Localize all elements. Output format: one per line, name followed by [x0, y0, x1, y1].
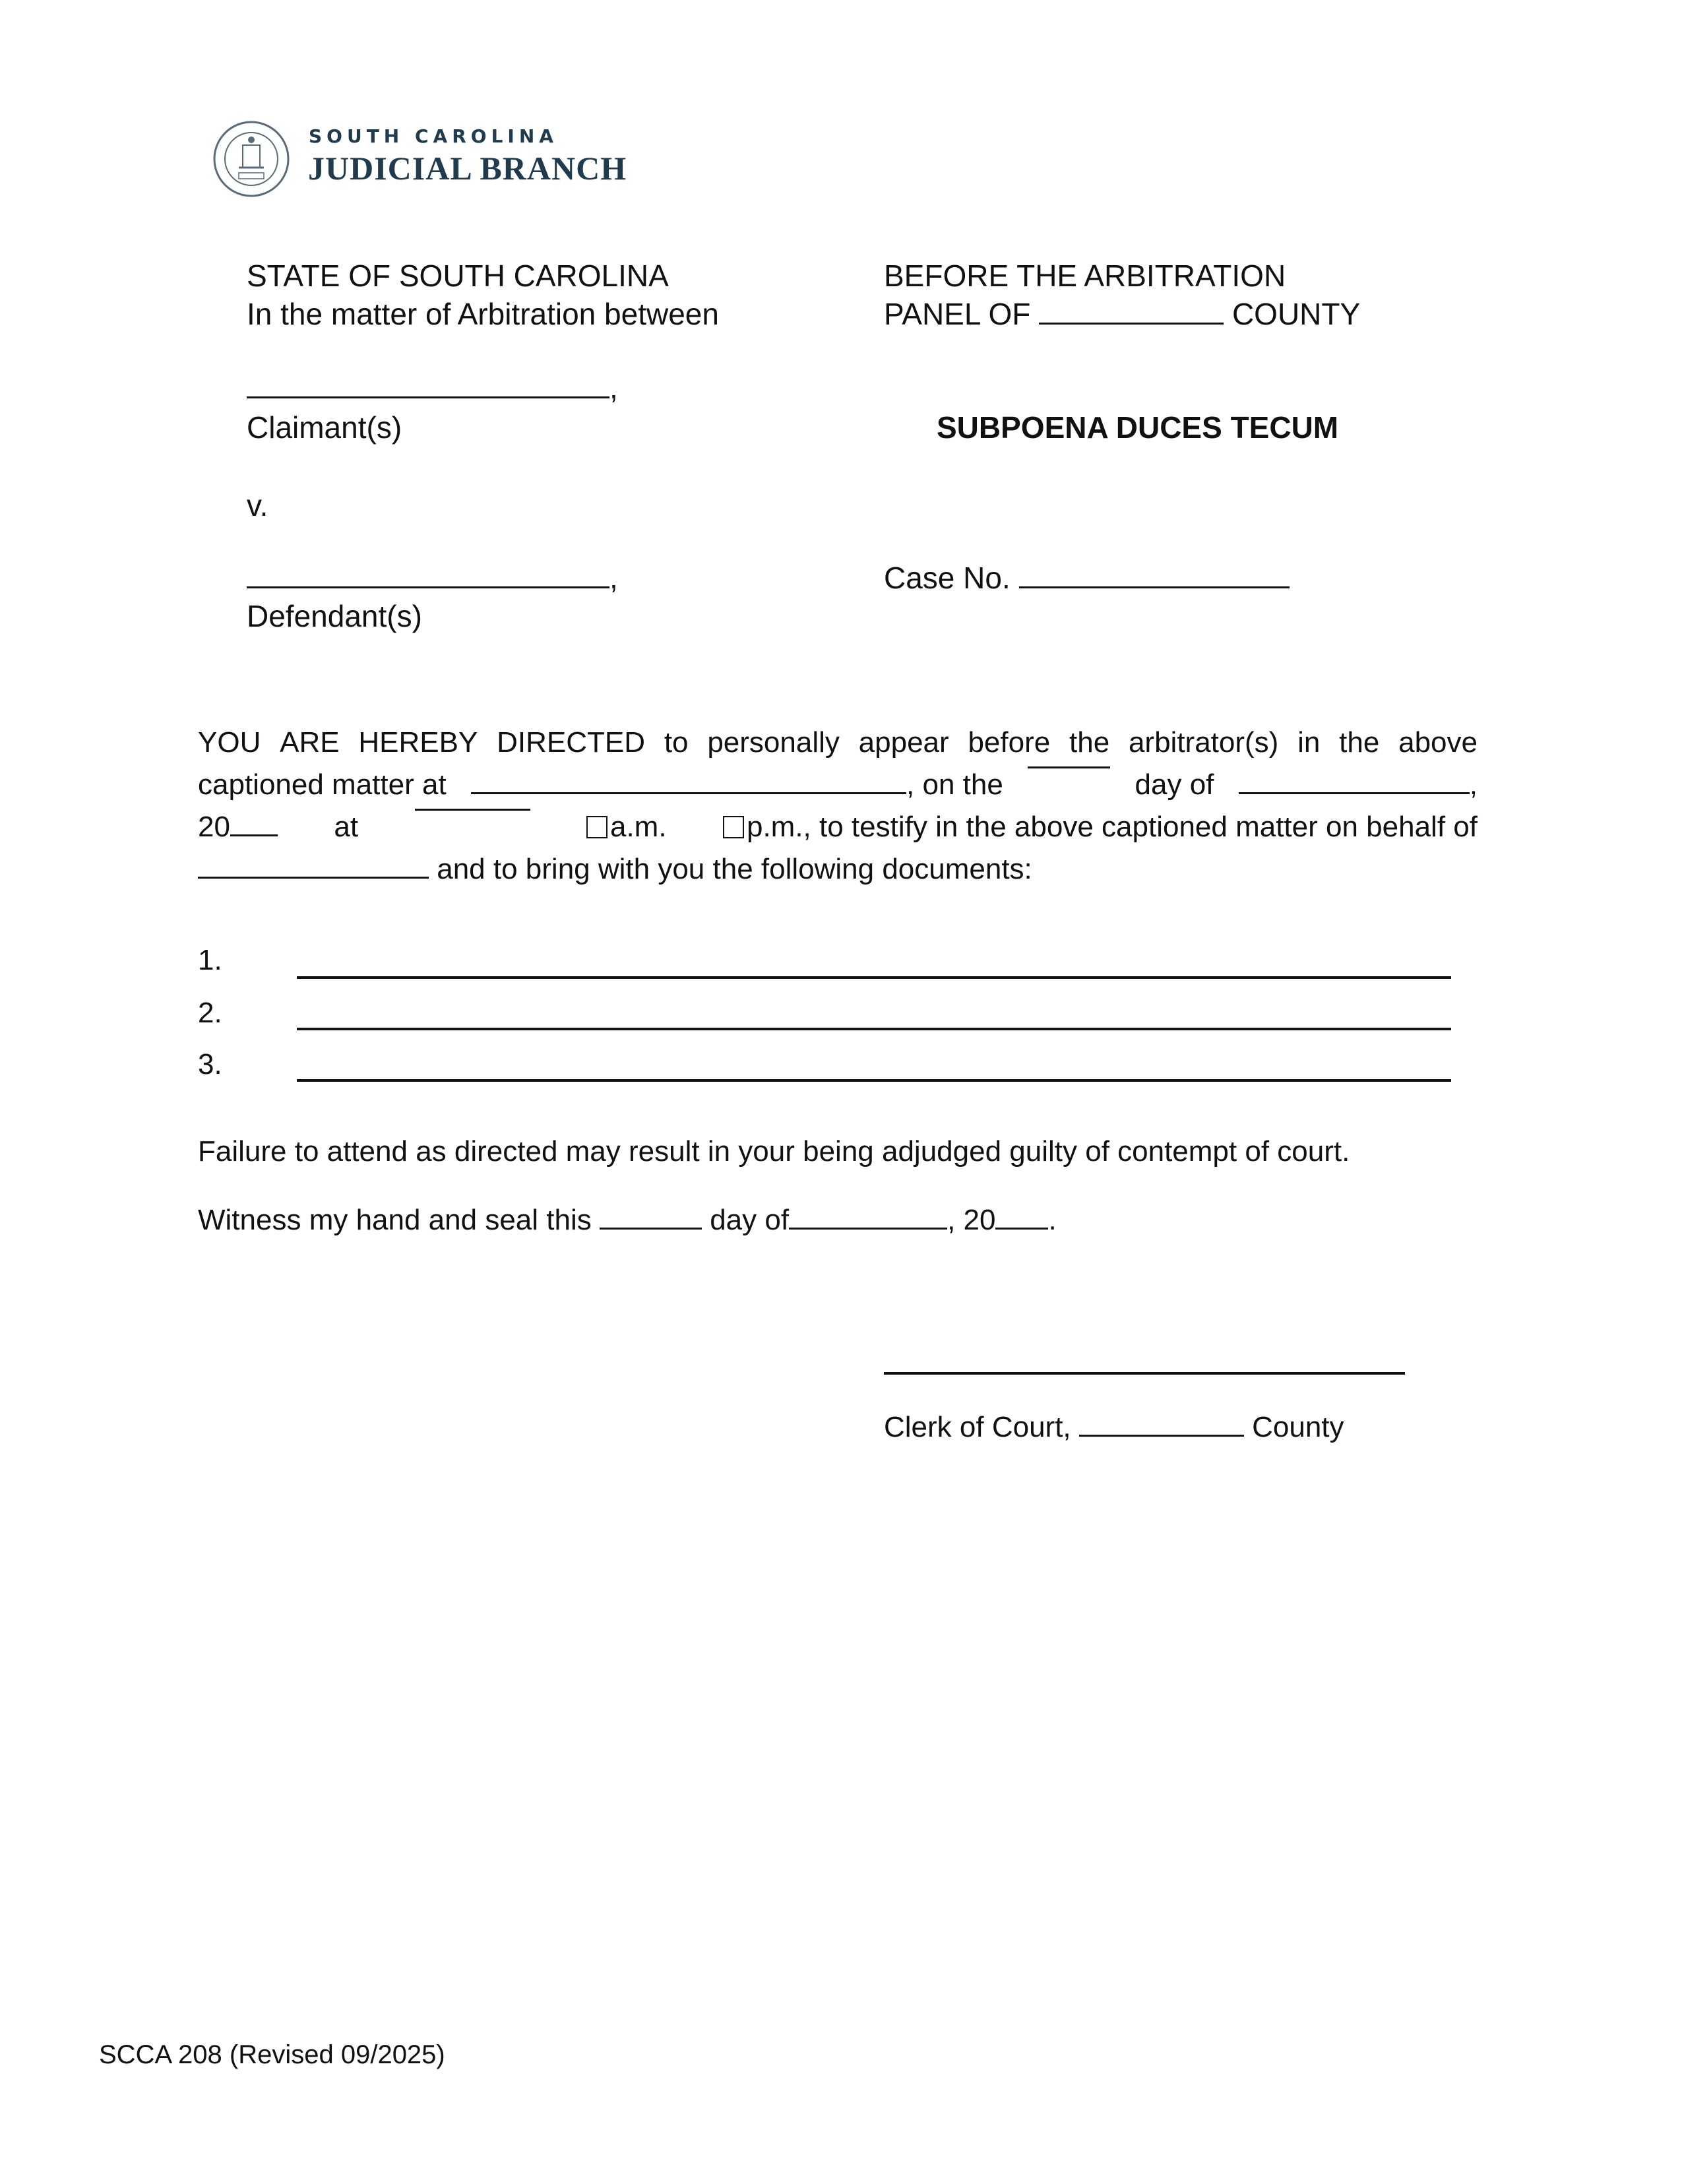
- document-3-line[interactable]: [297, 1079, 1451, 1082]
- court-seal-icon: [212, 120, 290, 198]
- document-title: SUBPOENA DUCES TECUM: [937, 410, 1339, 445]
- matter-line: In the matter of Arbitration between: [247, 297, 719, 331]
- time-blank[interactable]: [415, 806, 530, 811]
- case-no-label: Case No.: [884, 561, 1011, 595]
- year-prefix: 20: [198, 811, 230, 843]
- word: ARE: [280, 726, 340, 759]
- witness-line: [198, 1202, 1057, 1239]
- logo-line-2: JUDICIAL BRANCH: [308, 150, 627, 187]
- panel-of-label: PANEL OF: [884, 297, 1031, 331]
- day-blank[interactable]: [1028, 764, 1110, 768]
- pm-label: p.m., to testify in the above captioned matter on behalf of: [746, 811, 1478, 843]
- witness-year-blank[interactable]: [995, 1225, 1048, 1230]
- panel-county-blank[interactable]: [1039, 320, 1224, 325]
- document-2-line[interactable]: [297, 1028, 1451, 1030]
- behalf-blank[interactable]: [198, 874, 429, 879]
- witness-day-blank[interactable]: [600, 1225, 702, 1230]
- witness-day-of: day of: [710, 1204, 790, 1236]
- year-blank[interactable]: [230, 832, 278, 836]
- word: appear: [858, 726, 949, 759]
- directive-line-2: [198, 764, 1478, 806]
- directive-line-3: [198, 806, 1478, 848]
- clerk-signature-line[interactable]: [884, 1372, 1405, 1375]
- state-heading: STATE OF SOUTH CAROLINA: [247, 259, 669, 293]
- pm-checkbox[interactable]: [723, 816, 744, 838]
- defendant-line: [247, 559, 618, 596]
- clerk-county-label: County: [1252, 1411, 1344, 1443]
- am-label: a.m.: [609, 811, 667, 843]
- case-no-line: [884, 559, 1290, 596]
- failure-warning: Failure to attend as directed may result in your being adjudged guilty of contempt of court.: [198, 1135, 1350, 1168]
- word: the: [1069, 726, 1110, 759]
- witness-label: Witness my hand and seal this: [198, 1204, 592, 1236]
- clerk-county-blank[interactable]: [1079, 1432, 1244, 1437]
- word: arbitrator(s): [1128, 726, 1279, 759]
- claimant-blank[interactable]: [247, 394, 609, 398]
- word: YOU: [198, 726, 261, 759]
- word: personally: [707, 726, 840, 759]
- claimant-label: Claimant(s): [247, 410, 402, 445]
- logo-line-1: SOUTH CAROLINA: [309, 125, 558, 147]
- on-the-label: , on the: [906, 768, 1003, 801]
- word: the: [1339, 726, 1380, 759]
- clerk-line: [884, 1409, 1344, 1446]
- am-checkbox[interactable]: [586, 816, 607, 838]
- defendant-blank[interactable]: [247, 584, 609, 588]
- versus: v.: [247, 488, 268, 522]
- before-heading: BEFORE THE ARBITRATION: [884, 259, 1286, 293]
- form-id: SCCA 208 (Revised 09/2025): [99, 2040, 445, 2069]
- claimant-line: [247, 369, 618, 406]
- word: to: [664, 726, 689, 759]
- claimant-comma: ,: [609, 371, 618, 405]
- list-item-number: 1.: [198, 944, 222, 976]
- defendant-label: Defendant(s): [247, 599, 422, 633]
- month-blank[interactable]: [1239, 790, 1470, 794]
- directive-line-4: [198, 848, 1478, 890]
- day-of-label: day of: [1135, 768, 1214, 801]
- witness-month-blank[interactable]: [789, 1225, 947, 1230]
- documents-intro: and to bring with you the following documents:: [437, 853, 1032, 885]
- word: in: [1297, 726, 1321, 759]
- county-label: COUNTY: [1231, 297, 1361, 331]
- case-no-blank[interactable]: [1019, 584, 1290, 588]
- witness-year-prefix: , 20: [947, 1204, 996, 1236]
- word: DIRECTED: [497, 726, 646, 759]
- document-1-line[interactable]: [297, 976, 1451, 979]
- at-label: at: [334, 811, 359, 843]
- directive-paragraph: [198, 722, 1478, 890]
- comma: ,: [1469, 768, 1478, 801]
- word: HEREBY: [358, 726, 478, 759]
- list-item-number: 2.: [198, 997, 222, 1029]
- witness-period: .: [1048, 1204, 1057, 1236]
- clerk-label: Clerk of Court,: [884, 1411, 1071, 1443]
- panel-line: [884, 296, 1360, 332]
- directive-line-1: [198, 722, 1478, 764]
- location-label: captioned matter at: [198, 768, 447, 801]
- list-item-number: 3.: [198, 1048, 222, 1080]
- word: before: [968, 726, 1051, 759]
- defendant-comma: ,: [609, 561, 618, 595]
- location-blank[interactable]: [471, 790, 906, 794]
- word: above: [1398, 726, 1478, 759]
